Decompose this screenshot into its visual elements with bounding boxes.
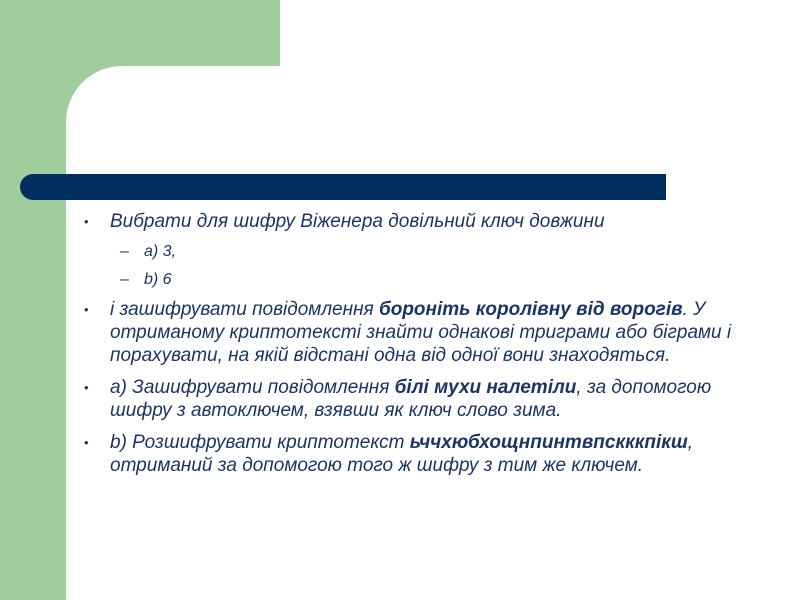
bullet-text-part: . У отриманому криптотексті знайти однакові триграми або біграми і порахувати, на якій відстані одна від одної вони знаходяться.	[110, 299, 732, 366]
bullet-icon: •	[84, 380, 89, 395]
bullet-text-part: а) Зашифрувати повідомлення	[110, 377, 395, 398]
sub-item-text: a) 3,	[144, 243, 177, 260]
bullet-text-part: , отриманий за допомогою того ж шифру з тим же ключем.	[110, 432, 694, 476]
bullet-text-part: , за допомогою шифру з автоключем, взявши як ключ слово зима.	[110, 377, 712, 421]
bullet-item-2	[84, 298, 734, 367]
bullet-icon: •	[84, 302, 89, 317]
bullet-icon: •	[84, 214, 89, 229]
bullet-text-part: b) Розшифрувати криптотекст	[110, 432, 410, 453]
title-bar	[20, 174, 666, 200]
bullet-item-1	[84, 210, 734, 233]
sub-item-2	[84, 270, 734, 290]
slide-content	[84, 210, 734, 486]
sub-item-text: b) 6	[144, 271, 172, 288]
dash-icon: –	[120, 271, 129, 288]
bullet-text: Вибрати для шифру Віженера довільний ключ довжини	[110, 211, 605, 232]
bullet-text-emphasis: бороніть королівну від ворогів	[378, 299, 683, 320]
bullet-text-part: і зашифрувати повідомлення	[110, 299, 379, 320]
bullet-text-emphasis: ьччхюбхощнпинтвпскккпікш	[409, 432, 688, 453]
sub-item-1	[84, 242, 734, 262]
bullet-icon: •	[84, 435, 89, 450]
bullet-item-4	[84, 431, 734, 477]
bullet-item-3	[84, 376, 734, 422]
dash-icon: –	[120, 243, 129, 260]
bullet-text-emphasis: білі мухи налетіли	[394, 377, 577, 398]
